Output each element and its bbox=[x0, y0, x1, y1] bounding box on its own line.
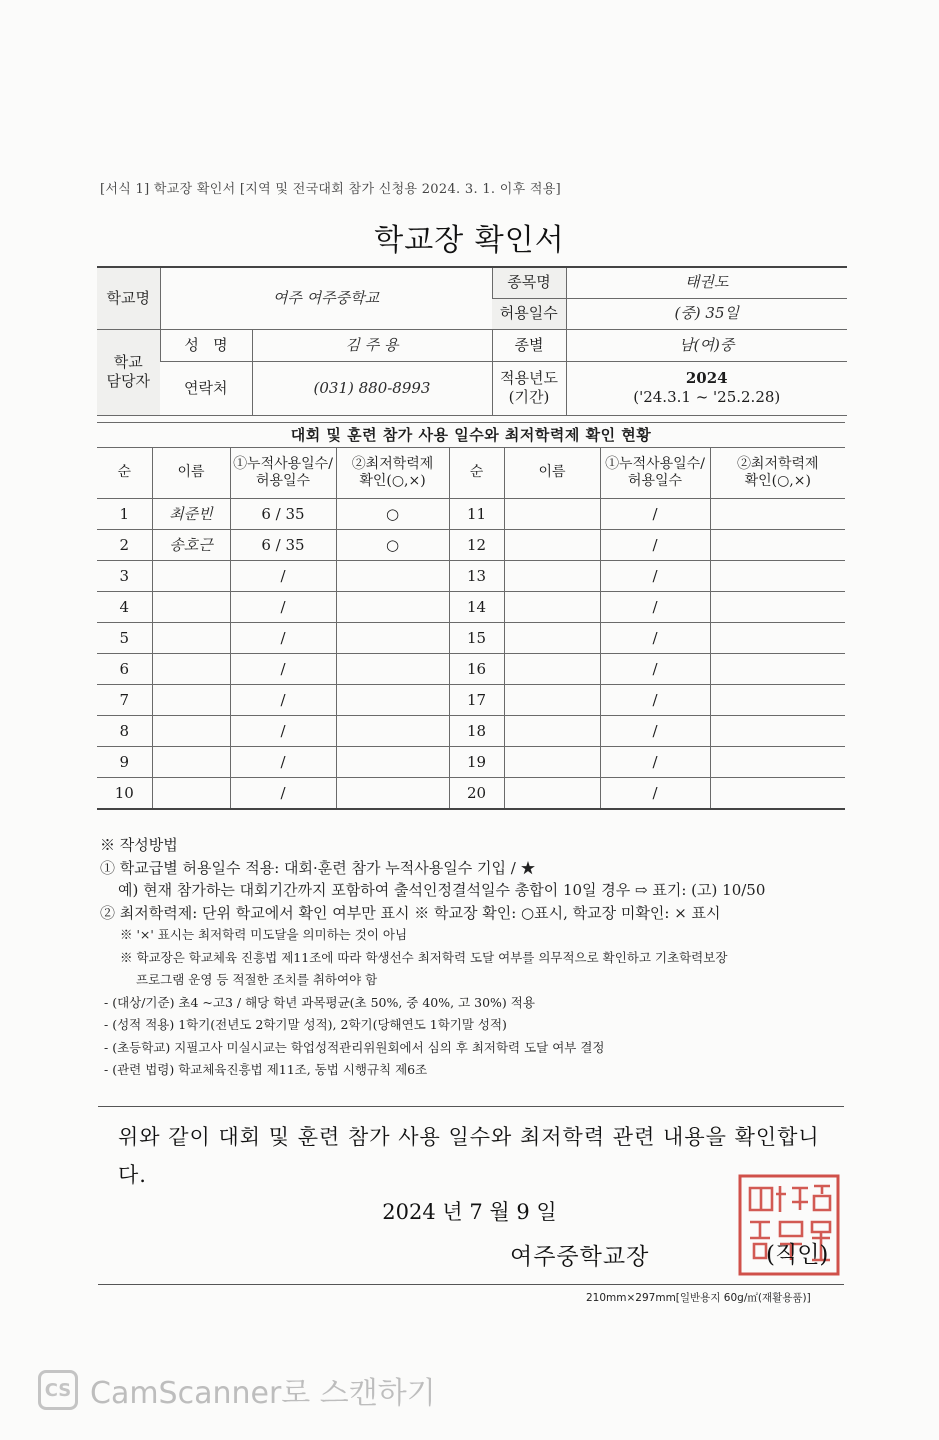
gender-value: 남(여)중 bbox=[566, 329, 847, 361]
days-used: / bbox=[600, 685, 710, 716]
grade-check bbox=[336, 778, 449, 810]
student-name bbox=[152, 623, 230, 654]
grade-check bbox=[710, 530, 845, 561]
grade-check bbox=[336, 623, 449, 654]
days-used: / bbox=[600, 747, 710, 778]
year-label: 적용년도 (기간) bbox=[492, 361, 566, 415]
grade-check bbox=[336, 561, 449, 592]
row-number: 15 bbox=[449, 623, 504, 654]
days-used: 6 / 35 bbox=[230, 530, 336, 561]
student-name bbox=[504, 747, 600, 778]
school-value: 여주 여주중학교 bbox=[160, 267, 492, 329]
grade-check bbox=[710, 499, 845, 530]
table-row bbox=[97, 654, 845, 685]
note-2: ② 최저학력제: 단위 학교에서 확인 여부만 표시 ※ 학교장 확인: ○표시, 학교장 미확인: × 표시 bbox=[100, 903, 721, 922]
note-2-sub-2b: 프로그램 운영 등 적절한 조치를 취하여야 함 bbox=[136, 972, 378, 987]
student-name bbox=[504, 561, 600, 592]
header-days: ①누적사용일수/ 허용일수 bbox=[230, 448, 336, 499]
row-number: 3 bbox=[97, 561, 152, 592]
table-row bbox=[97, 530, 845, 561]
student-name bbox=[504, 716, 600, 747]
header-grade: ②최저학력제 확인(○,×) bbox=[336, 448, 449, 499]
paper-spec: 210mm×297mm[일반용지 60g/㎡(재활용품)] bbox=[586, 1292, 811, 1304]
table-row bbox=[97, 623, 845, 654]
days-used: / bbox=[230, 623, 336, 654]
school-label: 학교명 bbox=[97, 267, 160, 329]
grade-check bbox=[336, 685, 449, 716]
grade-check bbox=[710, 778, 845, 810]
grade-check bbox=[710, 561, 845, 592]
row-number: 18 bbox=[449, 716, 504, 747]
scanner-watermark bbox=[38, 1368, 436, 1412]
confirmation-text: 위와 같이 대회 및 훈련 참가 사용 일수와 최저학력 관련 내용을 확인합니다. bbox=[118, 1125, 820, 1187]
period-value: ('24.3.1 ~ '25.2.28) bbox=[633, 388, 781, 406]
form-code: [서식 1] 학교장 확인서 [지역 및 전국대회 참가 신청용 2024. 3. 1. 이후 적용] bbox=[100, 182, 561, 197]
table-row bbox=[97, 778, 845, 810]
table-row bbox=[97, 592, 845, 623]
row-number: 19 bbox=[449, 747, 504, 778]
grade-check bbox=[710, 716, 845, 747]
contact-label: 연락처 bbox=[160, 361, 252, 415]
row-number: 14 bbox=[449, 592, 504, 623]
days-used: / bbox=[230, 654, 336, 685]
table-row bbox=[97, 561, 845, 592]
note-dash-2: - (성적 적용) 1학기(전년도 2학기말 성적), 2학기(당해연도 1학기말 성적) bbox=[104, 1017, 507, 1032]
header-grade: ②최저학력제 확인(○,×) bbox=[710, 448, 845, 499]
header-no: 순 bbox=[97, 448, 152, 499]
header-name: 이름 bbox=[152, 448, 230, 499]
header-days: ①누적사용일수/ 허용일수 bbox=[600, 448, 710, 499]
student-name bbox=[152, 592, 230, 623]
note-2-sub-1: ※ '×' 표시는 최저학력 미도달을 의미하는 것이 아님 bbox=[120, 927, 408, 942]
grade-check: ○ bbox=[336, 530, 449, 561]
table-row bbox=[97, 716, 845, 747]
student-name bbox=[504, 499, 600, 530]
document-title: 학교장 확인서 bbox=[374, 223, 565, 258]
row-number: 17 bbox=[449, 685, 504, 716]
contact-value: (031) 880-8993 bbox=[252, 361, 492, 415]
seal-label: (직인) bbox=[766, 1242, 829, 1268]
row-number: 12 bbox=[449, 530, 504, 561]
days-used: / bbox=[600, 530, 710, 561]
student-name: 최준빈 bbox=[152, 499, 230, 530]
status-table bbox=[97, 422, 845, 810]
grade-check bbox=[710, 592, 845, 623]
note-1: ① 학교급별 허용일수 적용: 대회·훈련 참가 누적사용일수 기입 / ★ bbox=[100, 858, 536, 877]
row-number: 10 bbox=[97, 778, 152, 810]
days-used: / bbox=[230, 778, 336, 810]
grade-check bbox=[710, 685, 845, 716]
student-name bbox=[152, 685, 230, 716]
row-number: 13 bbox=[449, 561, 504, 592]
days-used: / bbox=[230, 747, 336, 778]
table-row bbox=[97, 499, 845, 530]
days-used: / bbox=[600, 499, 710, 530]
sport-value: 태권도 bbox=[566, 267, 847, 298]
gender-label: 종별 bbox=[492, 329, 566, 361]
grade-check bbox=[336, 716, 449, 747]
row-number: 5 bbox=[97, 623, 152, 654]
row-number: 20 bbox=[449, 778, 504, 810]
grade-check bbox=[710, 747, 845, 778]
days-used: / bbox=[230, 685, 336, 716]
notes-heading: ※ 작성방법 bbox=[100, 836, 178, 854]
note-dash-3: - (초등학교) 지필고사 미실시교는 학업성적관리위원회에서 심의 후 최저학력 도달 여부 결정 bbox=[104, 1039, 605, 1055]
grade-check: ○ bbox=[336, 499, 449, 530]
row-number: 8 bbox=[97, 716, 152, 747]
row-number: 16 bbox=[449, 654, 504, 685]
row-number: 11 bbox=[449, 499, 504, 530]
name-label: 성 명 bbox=[160, 329, 252, 361]
days-used: 6 / 35 bbox=[230, 499, 336, 530]
year-value: 2024 bbox=[685, 369, 728, 388]
row-number: 1 bbox=[97, 499, 152, 530]
student-name bbox=[152, 561, 230, 592]
note-dash-1: - (대상/기준) 초4 ~고3 / 해당 학년 과목평균(초 50%, 중 40%, 고 30%) 적용 bbox=[104, 994, 535, 1010]
student-name bbox=[504, 654, 600, 685]
student-name bbox=[504, 623, 600, 654]
sport-label: 종목명 bbox=[492, 267, 566, 298]
note-dash-4: - (관련 법령) 학교체육진흥법 제11조, 동법 시행규칙 제6조 bbox=[104, 1062, 428, 1077]
days-used: / bbox=[230, 592, 336, 623]
student-name bbox=[152, 716, 230, 747]
row-number: 9 bbox=[97, 747, 152, 778]
student-name bbox=[152, 747, 230, 778]
days-used: / bbox=[600, 561, 710, 592]
year-cell bbox=[566, 361, 847, 415]
student-name bbox=[504, 685, 600, 716]
days-used: / bbox=[600, 716, 710, 747]
divider-top bbox=[98, 1106, 844, 1107]
allowed-days-label: 허용일수 bbox=[492, 298, 566, 329]
student-name: 송호근 bbox=[152, 530, 230, 561]
instructions bbox=[100, 834, 860, 1082]
student-name bbox=[504, 778, 600, 810]
days-used: / bbox=[230, 716, 336, 747]
student-name bbox=[504, 592, 600, 623]
divider-bottom bbox=[98, 1284, 844, 1285]
header-no: 순 bbox=[449, 448, 504, 499]
student-name bbox=[504, 530, 600, 561]
grade-check bbox=[336, 592, 449, 623]
name-value: 김 주 용 bbox=[252, 329, 492, 361]
table-row bbox=[97, 747, 845, 778]
grade-check bbox=[336, 747, 449, 778]
days-used: / bbox=[600, 592, 710, 623]
student-name bbox=[152, 654, 230, 685]
signer-name: 여주중학교장 bbox=[510, 1244, 650, 1270]
student-name bbox=[152, 778, 230, 810]
row-number: 7 bbox=[97, 685, 152, 716]
grade-check bbox=[710, 654, 845, 685]
grade-check bbox=[710, 623, 845, 654]
days-used: / bbox=[600, 654, 710, 685]
info-table bbox=[97, 266, 847, 416]
manager-label: 학교 담당자 bbox=[97, 329, 160, 415]
days-used: / bbox=[600, 623, 710, 654]
issue-date: 2024 년 7 월 9 일 bbox=[382, 1200, 557, 1224]
allowed-days-value: (중) 35일 bbox=[566, 298, 847, 329]
table-row bbox=[97, 685, 845, 716]
header-name: 이름 bbox=[504, 448, 600, 499]
watermark-text: CamScanner로 스캔하기 bbox=[90, 1376, 436, 1411]
camscanner-logo-icon: CS bbox=[38, 1370, 78, 1410]
note-1-example: 예) 현재 참가하는 대회기간까지 포함하여 출석인정결석일수 총합이 10일 경우 ⇨ 표기: (고) 10/50 bbox=[118, 881, 766, 899]
row-number: 2 bbox=[97, 530, 152, 561]
grade-check bbox=[336, 654, 449, 685]
days-used: / bbox=[230, 561, 336, 592]
days-used: / bbox=[600, 778, 710, 810]
row-number: 4 bbox=[97, 592, 152, 623]
status-caption: 대회 및 훈련 참가 사용 일수와 최저학력제 확인 현황 bbox=[97, 423, 845, 448]
note-2-sub-2: ※ 학교장은 학교체육 진흥법 제11조에 따라 학생선수 최저학력 도달 여부를 의무적으로 확인하고 기초학력보장 bbox=[120, 949, 728, 965]
row-number: 6 bbox=[97, 654, 152, 685]
